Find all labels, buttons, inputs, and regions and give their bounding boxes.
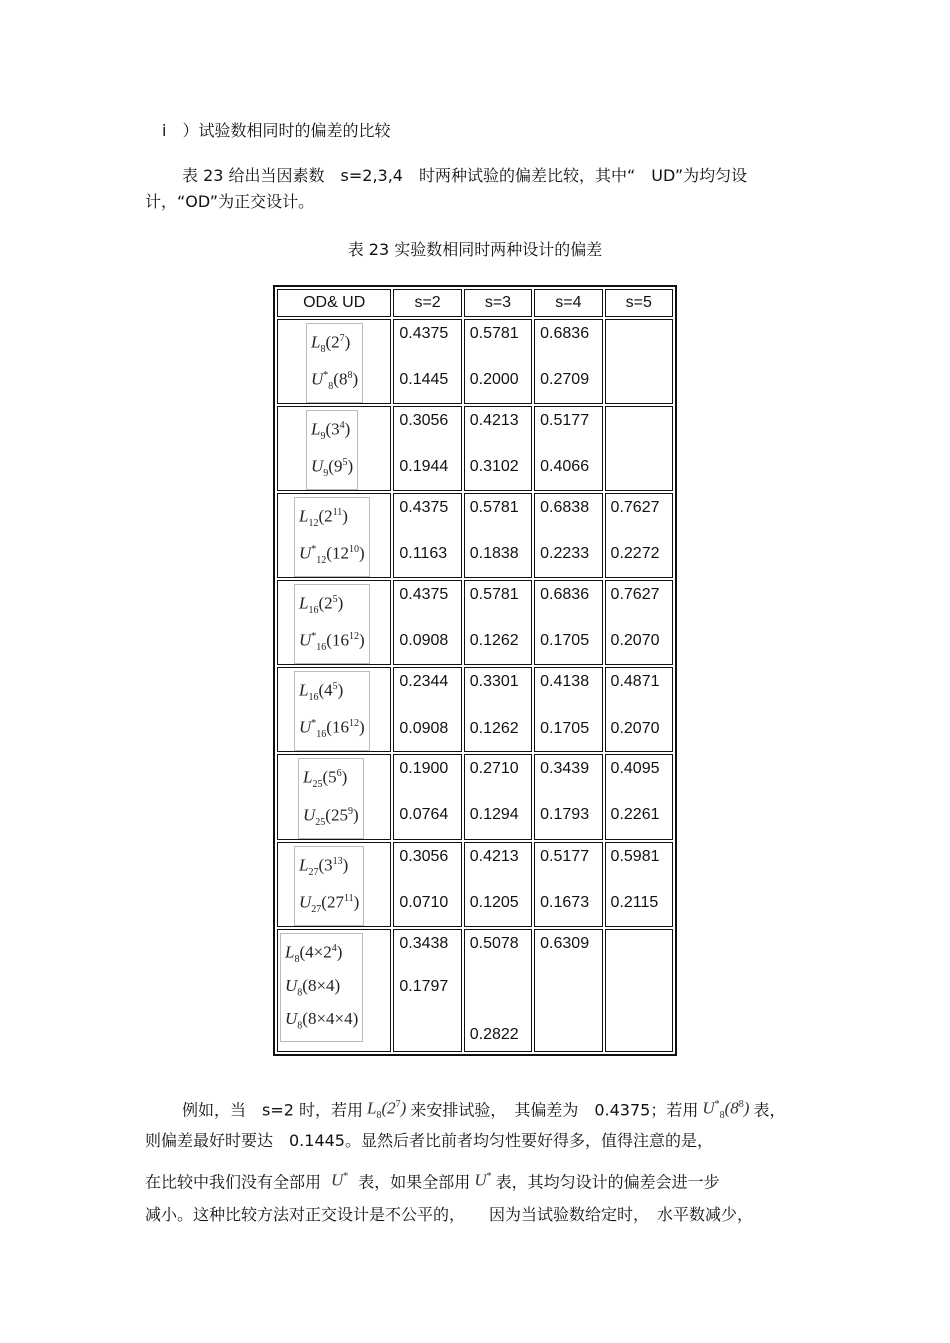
body-paragraph-line-2: 则偏差最好时要达 0.1445。显然后者比前者均匀性要好得多，值得注意的是，	[145, 1131, 713, 1150]
value-cell: 0.5981 0.2115	[605, 842, 673, 927]
value-cell: 0.5781 0.1262	[464, 580, 532, 665]
formula-u8-image: $U^*_8(8^8)$	[702, 1098, 750, 1122]
design-formula-image: $L_{16}(2^5)$ $U^*_{16}(16^{12})$	[277, 580, 391, 665]
header-cell-s5: s=5	[605, 289, 673, 317]
table-row	[277, 842, 673, 927]
value-cell: 0.7627 0.2272	[605, 493, 673, 578]
value-cell: 0.3056 0.0710	[393, 842, 461, 927]
value-cell: 0.5177 0.1673	[534, 842, 602, 927]
value-cell: 0.5781 0.2000	[464, 319, 532, 404]
section-heading: i ）试验数相同时的偏差的比较	[162, 121, 391, 140]
value-cell: 0.2344 0.0908	[393, 667, 461, 752]
value-cell: 0.6309	[534, 929, 602, 1052]
table-row	[277, 667, 673, 752]
value-cell	[605, 406, 673, 491]
value-cell: 0.7627 0.2070	[605, 580, 673, 665]
table-row	[277, 754, 673, 839]
table-row	[277, 580, 673, 665]
design-formula-image: $L_{25}(5^6)$ $U_{25}(25^9)$	[277, 754, 391, 839]
value-cell: 0.5177 0.4066	[534, 406, 602, 491]
value-cell	[605, 319, 673, 404]
formula-u-star-image: U*	[331, 1170, 349, 1190]
design-formula-image: $L_{27}(3^{13})$ $U_{27}(27^{11})$	[277, 842, 391, 927]
table-caption: 表 23 实验数相同时两种设计的偏差	[347, 240, 603, 259]
value-cell: 0.1900 0.0764	[393, 754, 461, 839]
table-row	[277, 319, 673, 404]
header-cell-design: OD& UD	[277, 289, 391, 317]
value-cell: 0.4375 0.1445	[393, 319, 461, 404]
intro-paragraph-line-1: 表 23 给出当因素数 s=2,3,4 时两种试验的偏差比较，其中“ UD”为均匀设	[182, 166, 748, 185]
header-cell-s2: s=2	[393, 289, 461, 317]
design-formula-image: $L_{16}(4^5)$ $U^*_{16}(16^{12})$	[277, 667, 391, 752]
value-cell: 0.3056 0.1944	[393, 406, 461, 491]
value-cell: 0.4375 0.1163	[393, 493, 461, 578]
value-cell: 0.6838 0.2233	[534, 493, 602, 578]
value-cell: 0.4375 0.0908	[393, 580, 461, 665]
value-cell: 0.6836 0.2709	[534, 319, 602, 404]
value-cell: 0.3438 0.1797	[393, 929, 461, 1052]
intro-paragraph-line-2: 计，“OD”为正交设计。	[145, 192, 315, 211]
table-row	[277, 406, 673, 491]
value-cell: 0.4213 0.3102	[464, 406, 532, 491]
value-cell: 0.3439 0.1793	[534, 754, 602, 839]
deviation-comparison-table	[273, 285, 677, 1056]
value-cell: 0.5781 0.1838	[464, 493, 532, 578]
design-formula-image: $L_{12}(2^{11})$ $U^*_{12}(12^{10})$	[277, 493, 391, 578]
value-cell: 0.2710 0.1294	[464, 754, 532, 839]
table-row	[277, 929, 673, 1052]
formula-u-star-image: U*	[474, 1170, 492, 1190]
body-paragraph-line-3: 在比较中我们没有全部用 U* 表，如果全部用 U* 表，其均匀设计的偏差会进一步	[145, 1166, 720, 1194]
value-cell: 0.4095 0.2261	[605, 754, 673, 839]
value-cell: 0.5078 0.2822	[464, 929, 532, 1052]
value-cell	[605, 929, 673, 1052]
body-paragraph-line-4: 减小。这种比较方法对正交设计是不公平的， 因为当试验数给定时， 水平数减少，	[145, 1205, 754, 1224]
formula-l8-image: $L_8(2^7)$	[367, 1098, 407, 1122]
value-cell: 0.4213 0.1205	[464, 842, 532, 927]
value-cell: 0.4138 0.1705	[534, 667, 602, 752]
value-cell: 0.3301 0.1262	[464, 667, 532, 752]
body-paragraph-line-1: 例如，当 s=2 时，若用 $L_8(2^7)$ 来安排试验， 其偏差为 0.4375；若用 $U^*_8(8^8)$ 表，	[182, 1094, 785, 1127]
design-formula-image: $L_8(2^7)$ $U^*_8(8^8)$	[277, 319, 391, 404]
header-cell-s3: s=3	[464, 289, 532, 317]
value-cell: 0.4871 0.2070	[605, 667, 673, 752]
table-row	[277, 493, 673, 578]
table-header-row	[277, 289, 673, 317]
header-cell-s4: s=4	[534, 289, 602, 317]
design-formula-image: $L_8(4\times 2^4)$ $U_8(8\times 4)$ $U_8(8\times 4\times 4)$	[277, 929, 391, 1052]
value-cell: 0.6836 0.1705	[534, 580, 602, 665]
design-formula-image: $L_9(3^4)$ $U_9(9^5)$	[277, 406, 391, 491]
